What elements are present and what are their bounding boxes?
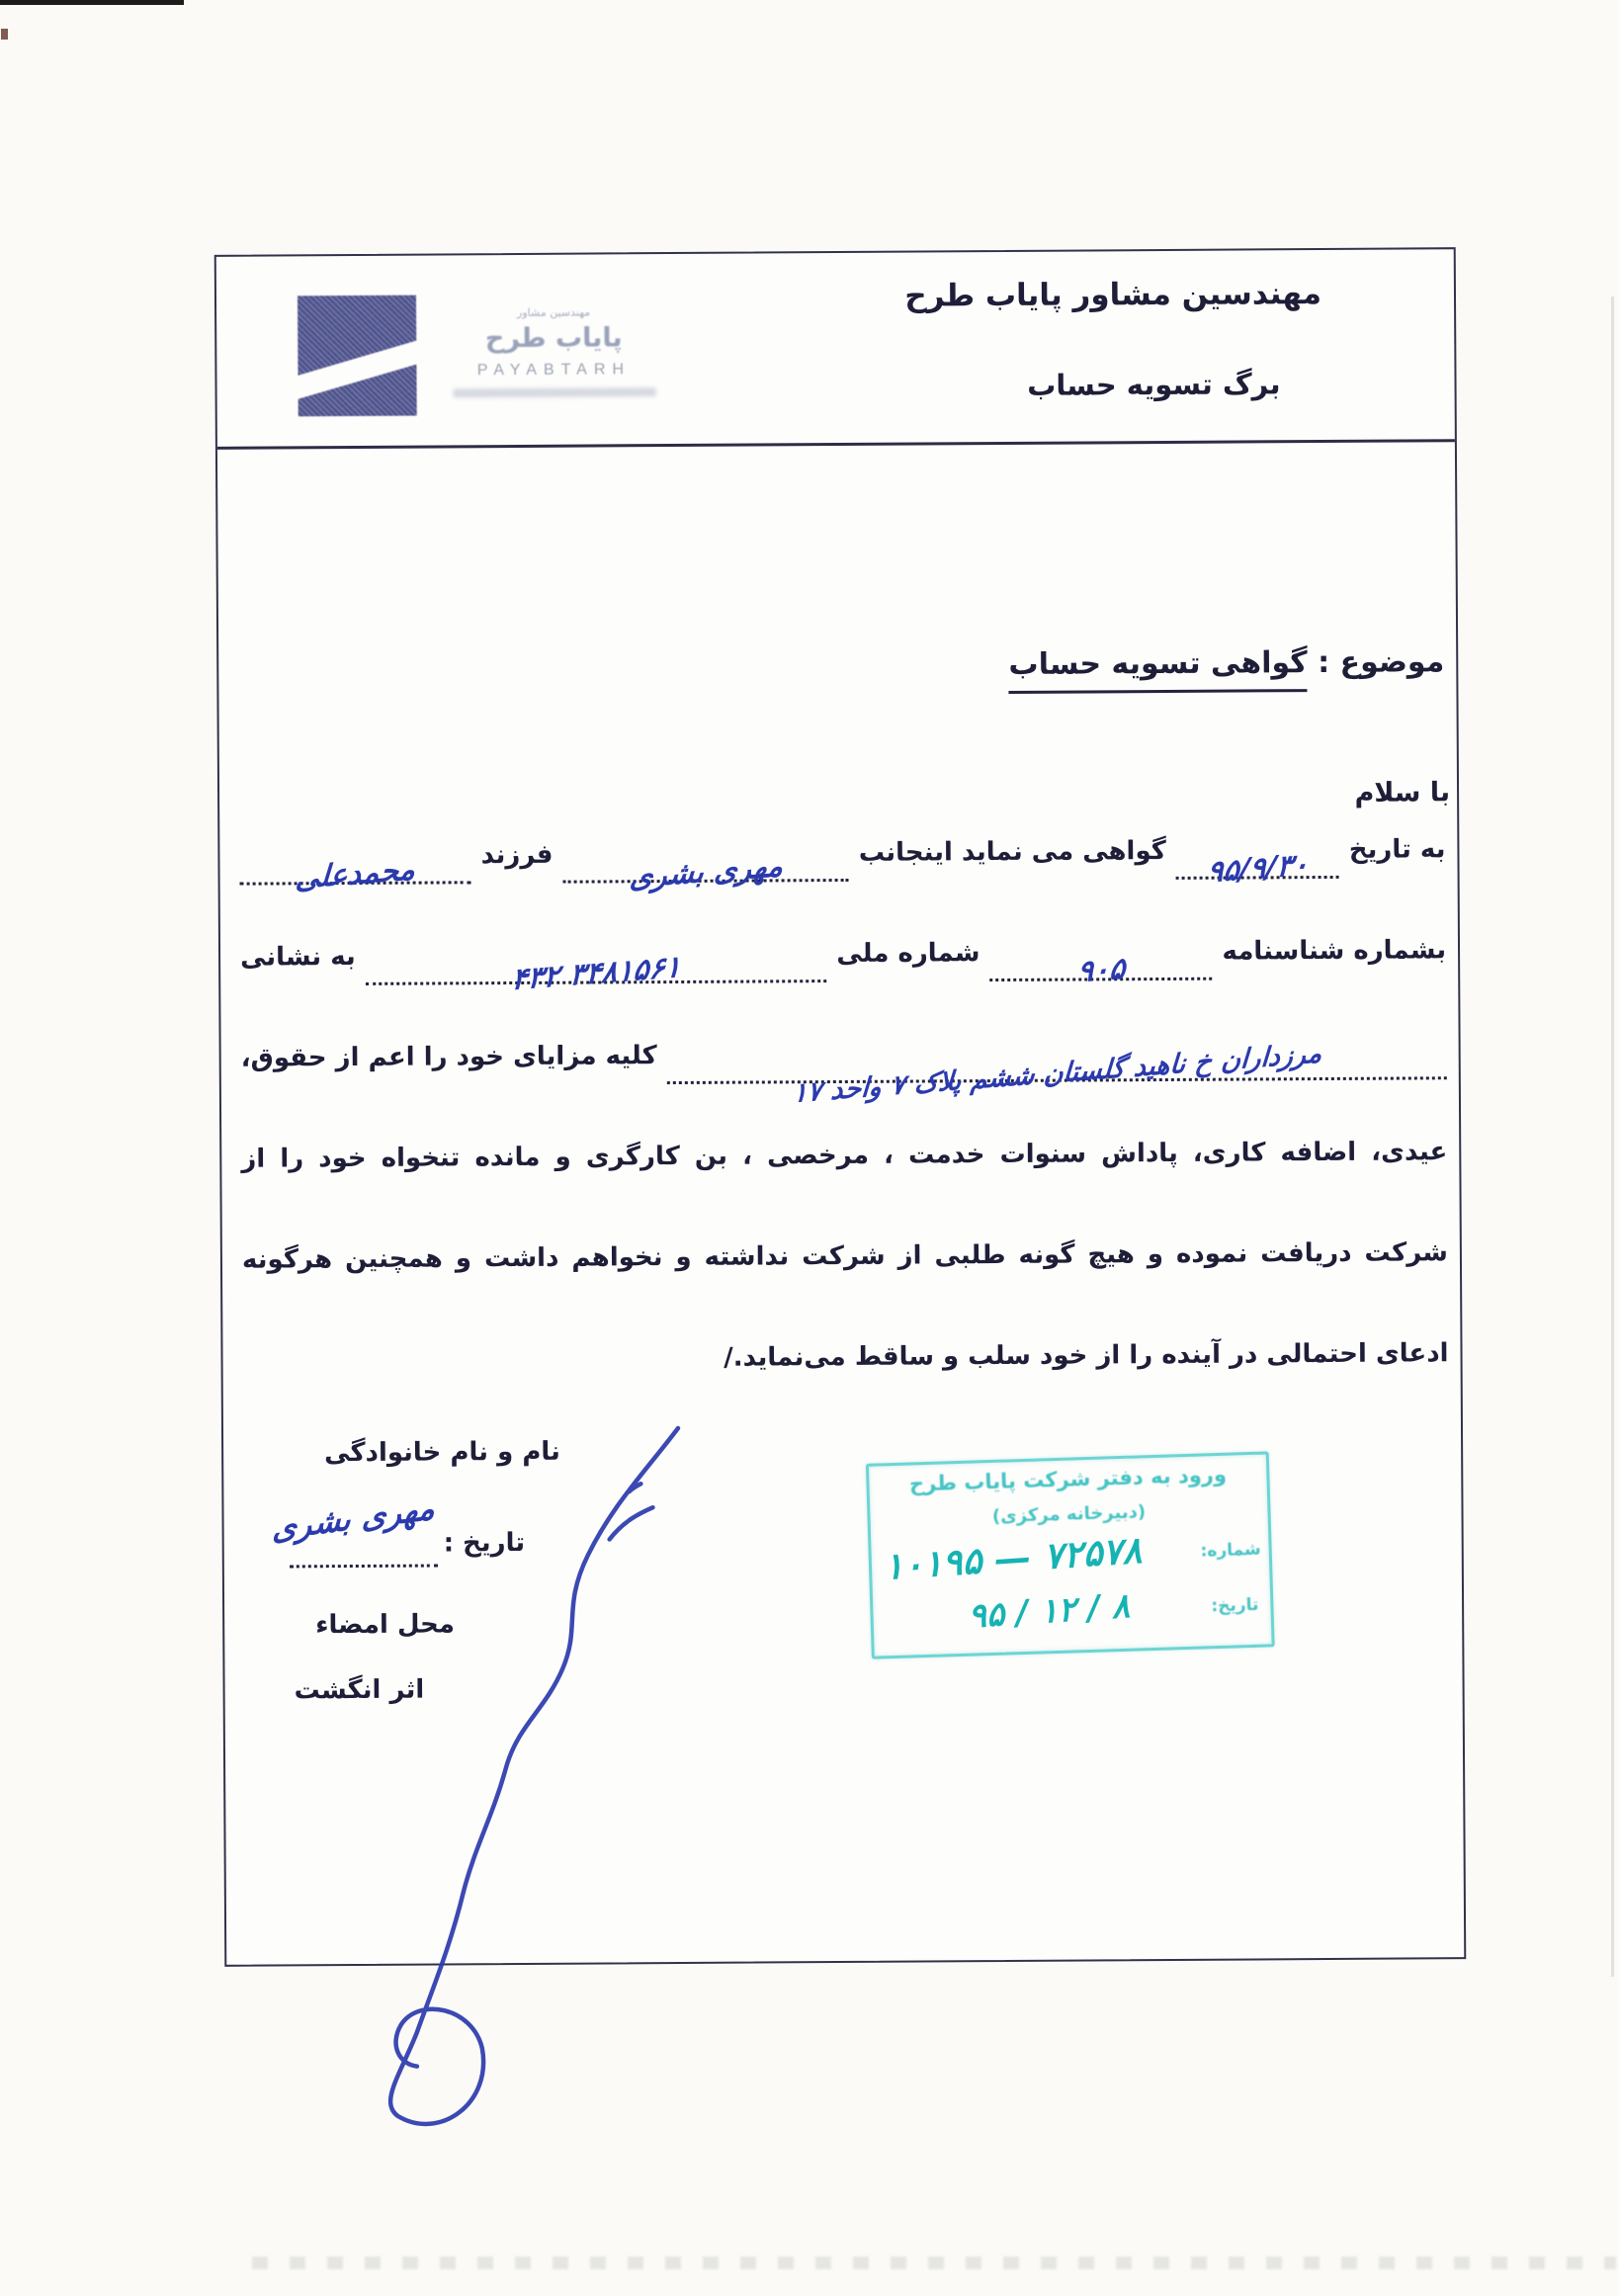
salutation: با سلام: [1354, 777, 1451, 808]
date-fill-field: [1176, 840, 1339, 891]
handwritten-name: مهری بشری: [628, 848, 784, 895]
body-line-1: [239, 834, 1446, 896]
signature-date-label: تاریخ :: [443, 1527, 526, 1559]
payabtarh-logo: [298, 296, 417, 417]
stamp-subtitle: (دبیرخانه مرکزی): [991, 1501, 1147, 1527]
handwritten-national-id: ۴۳۲ ۳۴۸۱۵۶۱: [510, 949, 682, 998]
stamp-number-label: شماره:: [1200, 1539, 1261, 1562]
name-fill-field: [562, 843, 849, 895]
line1-text-certify: گواهی می نماید اینجانب: [858, 835, 1166, 868]
signature-place-label: محل امضاء: [315, 1609, 456, 1641]
scan-artifact-bottom-noise: [252, 2256, 1616, 2269]
handwritten-address: مرزداران خ ناهید گلستان ششم پلاک ۷ واحد ۱۷: [791, 1038, 1322, 1110]
body-line-2: [239, 935, 1447, 998]
handwritten-date: ۹۵/۹/۳۰: [1206, 847, 1310, 891]
form-title: برگ تسویه حساب: [1027, 367, 1281, 402]
scan-artifact-right-edge: [1611, 297, 1614, 1977]
line2-text-national-id-label: شماره ملی: [836, 938, 980, 970]
body-line-4: عیدی، اضافه کاری، پاداش سنوات خدمت ، مرخصی ، بن کارگری و مانده تنخواه خود را از: [241, 1137, 1448, 1174]
office-entry-stamp: [866, 1451, 1275, 1658]
stamp-date-label: تاریخ:: [1211, 1594, 1259, 1617]
fingerprint-label: اثر انگشت: [294, 1674, 425, 1706]
national-id-fill-field: [366, 944, 827, 998]
line1-text-child-of: فرزند: [480, 839, 554, 871]
logo-text-block: [430, 305, 678, 398]
scan-artifact-top-line: [0, 0, 184, 5]
subject-label: موضوع :: [1318, 644, 1445, 681]
logo-farsi-script: پایاب طرح: [484, 322, 623, 355]
handwritten-cert-number: ۹۰۵: [1075, 951, 1127, 990]
line2-text-address-label: به نشانی: [239, 941, 356, 973]
document-frame: [214, 247, 1467, 1967]
logo-faded-subtitle-bar: [453, 387, 655, 397]
body-line-3: [240, 1036, 1447, 1110]
header-separator-line: [217, 439, 1455, 450]
stamp-title: ورود به دفتر شرکت پایاب طرح: [908, 1462, 1228, 1496]
body-line-5: شرکت دریافت نموده و هیچ گونه طلبی از شرکت نداشته و نخواهم داشت و همچنین هرگونه: [241, 1237, 1449, 1275]
stamp-handwritten-number: ۱۰۱۹۵ — ۷۲۵۷۸: [882, 1528, 1144, 1588]
logo-latin-name: PAYABTARH: [476, 361, 632, 380]
body-line-6: ادعای احتمالی در آینده را از خود سلب و ساقط می‌نماید./: [724, 1338, 1449, 1373]
line3-text-benefits: کلیه مزایای خود را اعم از حقوق،: [240, 1041, 657, 1073]
line1-text-date-label: به تاریخ: [1348, 834, 1446, 865]
subject-line: [1008, 644, 1444, 682]
company-title: مهندسین مشاور پایاب طرح: [904, 276, 1322, 314]
address-fill-field: [667, 1038, 1447, 1110]
logo-diagonal-stripe: [298, 340, 417, 400]
handwritten-father-name: محمدعلی: [294, 852, 417, 896]
name-surname-label: نام و نام خانوادگی: [324, 1436, 560, 1469]
scan-artifact-speck: [1, 29, 8, 40]
subject-value: گواهی تسویه حساب: [1008, 645, 1307, 694]
logo-farsi-tagline: مهندسین مشاور: [516, 305, 591, 319]
cert-number-fill-field: [989, 942, 1212, 990]
stamp-handwritten-date: ۹۵ / ۱۲ / ۸: [967, 1585, 1132, 1637]
line2-text-cert-label: بشماره شناسنامه: [1222, 935, 1447, 967]
handwritten-signature-name: مهری بشری: [271, 1488, 435, 1548]
father-name-fill-field: [239, 845, 470, 896]
